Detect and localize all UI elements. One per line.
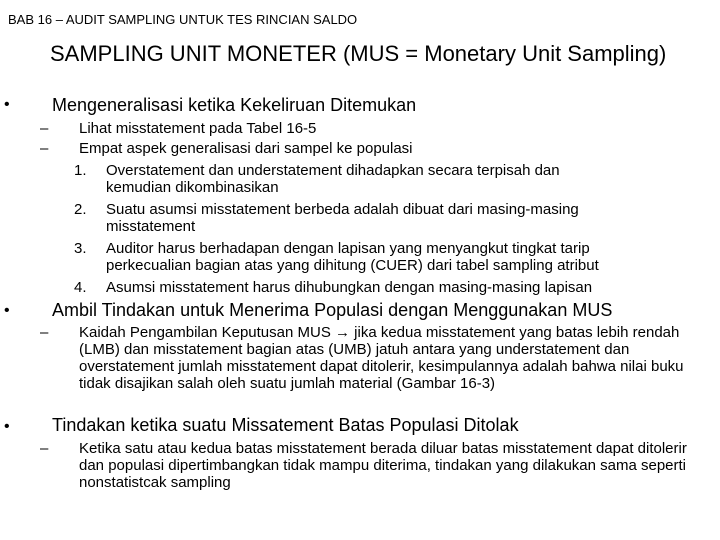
item-1b: Empat aspek generalisasi dari sampel ke populasi [79, 140, 413, 157]
numbered-item-2-line-2: misstatement [106, 218, 196, 235]
section-heading-3: Tindakan ketika suatu Missatement Batas Populasi Ditolak [52, 415, 519, 435]
slide-title: SAMPLING UNIT MONETER (MUS = Monetary Unit Sampling) [50, 41, 667, 66]
num-2: 2. [74, 201, 87, 218]
num-1: 1. [74, 162, 87, 179]
bullet-2: • [4, 302, 10, 319]
item-2a: Kaidah Pengambilan Keputusan MUS → jika kedua misstatement yang batas lebih rendah (LMB) dan misstatement bagian atas (UMB) jatuh antara yang understatement dan overstatement jumlah misstatement dapat ditolerir, kesimpulannya adalah bahwa nilai buku tidak disajikan salah oleh suatu jumlah material (Gambar 16-3) [79, 324, 684, 392]
numbered-item-3-line-2: perkecualian bagian atas yang dihitung (CUER) dari tabel sampling atribut [106, 257, 599, 274]
dash-1a: – [40, 120, 49, 137]
bullet-3: • [4, 418, 10, 435]
numbered-item-4-line-1: Asumsi misstatement harus dihubungkan dengan masing-masing lapisan [106, 279, 593, 296]
numbered-item-3-line-1: Auditor harus berhadapan dengan lapisan yang menyangkut tingkat tarip [106, 240, 590, 257]
chapter-header: BAB 16 – AUDIT SAMPLING UNTUK TES RINCIAN SALDO [8, 12, 358, 27]
num-3: 3. [74, 240, 87, 257]
numbered-item-1-line-1: Overstatement dan understatement dihadapkan secara terpisah dan [106, 162, 560, 179]
section-heading-2: Ambil Tindakan untuk Menerima Populasi dengan Menggunakan MUS [52, 300, 613, 320]
numbered-item-1-line-2: kemudian dikombinasikan [106, 179, 279, 196]
dash-1b: – [40, 140, 49, 157]
item-1a: Lihat misstatement pada Tabel 16-5 [79, 120, 317, 137]
bullet-1: • [4, 96, 10, 113]
dash-3a: – [40, 440, 49, 457]
numbered-item-2-line-1: Suatu asumsi misstatement berbeda adalah dibuat dari masing-masing [106, 201, 579, 218]
num-4: 4. [74, 279, 87, 296]
item-3a: Ketika satu atau kedua batas misstatement berada diluar batas misstatement dapat ditolerir dan populasi dipertimbangkan tidak mampu diterima, tindakan yang dilakukan sama seperti nonstatistcak sampling [79, 440, 687, 491]
dash-2a: – [40, 324, 49, 341]
section-heading-1: Mengeneralisasi ketika Kekeliruan Ditemukan [52, 95, 417, 115]
